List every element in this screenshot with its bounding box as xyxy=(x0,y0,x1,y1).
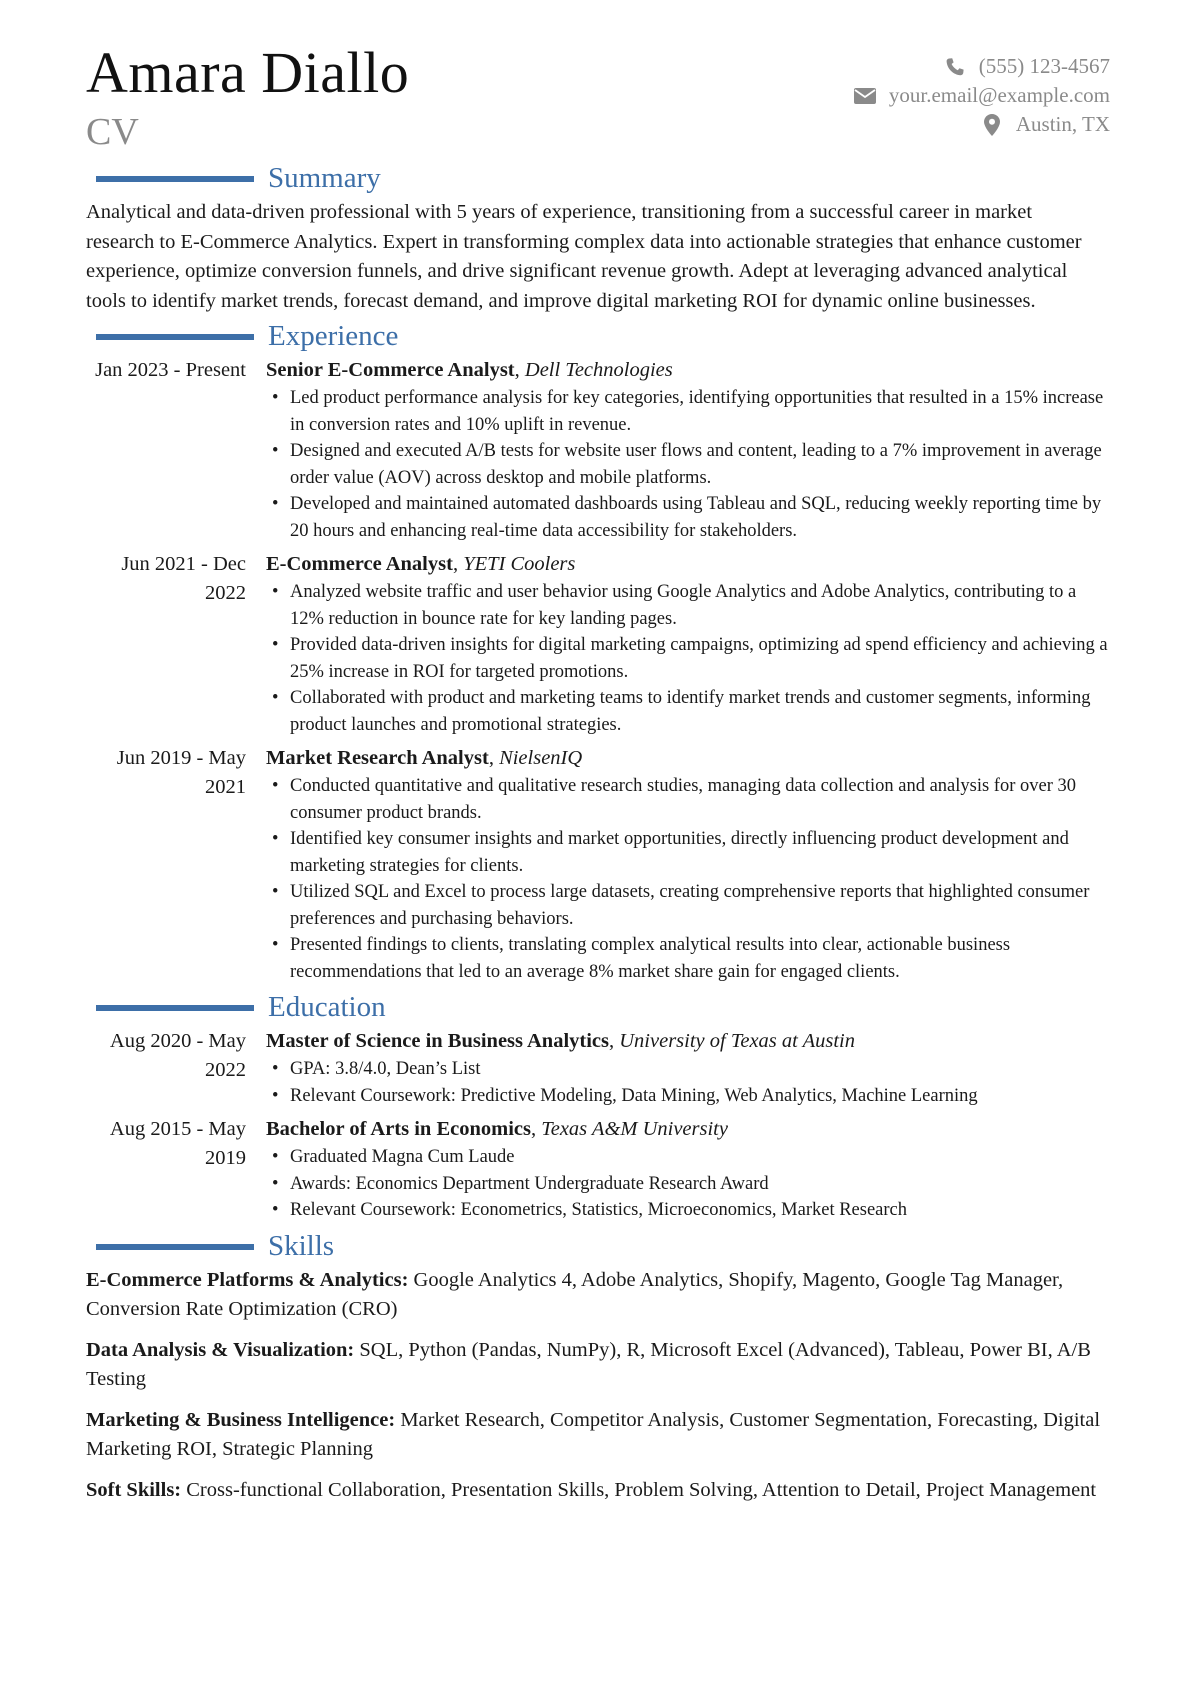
entry-organization: YETI Coolers xyxy=(463,553,576,575)
bullet-list xyxy=(266,579,1110,738)
contact-block xyxy=(853,52,1110,139)
bullet-item: • Utilized SQL and Excel to process large datasets, creating comprehensive reports that highlighted consumer preferences and purchasing behaviors. xyxy=(266,879,1110,932)
section-title: Education xyxy=(268,991,386,1023)
entry-body xyxy=(266,356,1110,544)
experience-list xyxy=(86,356,1110,985)
education-list xyxy=(86,1027,1110,1224)
experience-entry xyxy=(86,356,1110,544)
skills-group xyxy=(86,1406,1110,1465)
entry-separator: , xyxy=(488,747,500,769)
entry-heading xyxy=(266,744,1110,773)
entry-date: Aug 2020 - May 2022 xyxy=(109,1030,246,1081)
bullet-item: • Awards: Economics Department Undergraduate Research Award xyxy=(266,1171,1110,1198)
bullet-item: • Designed and executed A/B tests for website user flows and content, leading to a 7% improvement in average order value (AOV) across desktop and mobile platforms. xyxy=(266,438,1110,491)
experience-entry xyxy=(86,744,1110,985)
entry-separator: , xyxy=(530,1118,542,1140)
bullet-item: • Collaborated with product and marketing teams to identify market trends and customer segments, informing product launches and promotional strategies. xyxy=(266,685,1110,738)
bullet-list xyxy=(266,773,1110,985)
section-bar xyxy=(96,1244,254,1250)
bullet-item: • GPA: 3.8/4.0, Dean’s List xyxy=(266,1056,1110,1083)
skills-group-items: SQL, Python (Pandas, NumPy), R, Microsoft Excel (Advanced), Tableau, Power BI, A/B Testing xyxy=(86,1338,1091,1390)
bullet-item: • Presented findings to clients, translating complex analytical results into clear, actionable business recommendations that led to an average 8% market share gain for engaged clients. xyxy=(266,932,1110,985)
entry-title: Senior E-Commerce Analyst xyxy=(266,359,515,381)
skills-heading xyxy=(86,1230,1110,1266)
phone-icon xyxy=(943,56,967,78)
entry-heading xyxy=(266,1027,1110,1056)
bullet-item: • Analyzed website traffic and user behavior using Google Analytics and Adobe Analytics, contributing to a 12% reduction in bounce rate for key landing pages. xyxy=(266,579,1110,632)
envelope-icon xyxy=(853,85,877,107)
entry-heading xyxy=(266,550,1110,579)
entry-body xyxy=(266,1115,1110,1224)
entry-organization: NielsenIQ xyxy=(499,747,583,769)
bullet-item: • Provided data-driven insights for digital marketing campaigns, optimizing ad spend efficiency and achieving a 25% increase in ROI for targeted promotions. xyxy=(266,632,1110,685)
entry-separator: , xyxy=(609,1030,620,1052)
skills-group xyxy=(86,1266,1110,1325)
entry-organization: Texas A&M University xyxy=(541,1118,728,1140)
bullet-item: • Led product performance analysis for key categories, identifying opportunities that resulted in a 15% increase in conversion rates and 10% uplift in revenue. xyxy=(266,385,1110,438)
section-title: Experience xyxy=(268,320,399,352)
entry-body xyxy=(266,1027,1110,1109)
entry-title: E-Commerce Analyst xyxy=(266,553,453,575)
entry-body xyxy=(266,550,1110,738)
skills-group-label: Marketing & Business Intelligence: xyxy=(86,1408,396,1431)
person-name: Amara Diallo xyxy=(86,40,410,105)
entry-heading xyxy=(266,356,1110,385)
summary-heading xyxy=(86,162,1110,198)
entry-organization: University of Texas at Austin xyxy=(619,1030,855,1052)
contact-location xyxy=(853,110,1110,139)
education-entry xyxy=(86,1027,1110,1109)
skills-group-items: Market Research, Competitor Analysis, Customer Segmentation, Forecasting, Digital Marketing ROI, Strategic Planning xyxy=(86,1408,1101,1460)
section-bar xyxy=(96,1005,254,1011)
section-title: Summary xyxy=(268,162,381,194)
bullet-item: • Conducted quantitative and qualitative research studies, managing data collection and analysis for over 30 consumer product brands. xyxy=(266,773,1110,826)
entry-body xyxy=(266,744,1110,985)
contact-email[interactable] xyxy=(853,81,1110,110)
skills-group-label: Soft Skills: xyxy=(86,1478,182,1501)
skills-group xyxy=(86,1476,1110,1506)
entry-title: Master of Science in Business Analytics xyxy=(266,1030,609,1052)
map-pin-icon xyxy=(980,114,1004,136)
bullet-item: • Graduated Magna Cum Laude xyxy=(266,1144,1110,1171)
entry-title: Bachelor of Arts in Economics xyxy=(266,1118,531,1140)
entry-separator: , xyxy=(452,553,464,575)
contact-phone[interactable] xyxy=(853,52,1110,81)
phone-text: (555) 123-4567 xyxy=(978,54,1110,78)
bullet-list xyxy=(266,385,1110,544)
entry-title: Market Research Analyst xyxy=(266,747,489,769)
skills-group-items: Google Analytics 4, Adobe Analytics, Shopify, Magento, Google Tag Manager, Conversion Rate Optimization (CRO) xyxy=(86,1268,1064,1320)
cv-header xyxy=(86,40,1110,158)
cv-page xyxy=(86,40,1110,1516)
bullet-item: • Developed and maintained automated dashboards using Tableau and SQL, reducing weekly reporting time by 20 hours and enhancing real-time data accessibility for stakeholders. xyxy=(266,491,1110,544)
bullet-item: • Identified key consumer insights and market opportunities, directly influencing product development and marketing strategies for clients. xyxy=(266,826,1110,879)
education-entry xyxy=(86,1115,1110,1224)
document-subtitle: CV xyxy=(86,111,139,153)
skills-list xyxy=(86,1266,1110,1506)
bullet-list xyxy=(266,1144,1110,1224)
bullet-item: • Relevant Coursework: Econometrics, Statistics, Microeconomics, Market Research xyxy=(266,1197,1110,1224)
entry-date: Jun 2019 - May 2021 xyxy=(116,747,246,798)
skills-group-label: E-Commerce Platforms & Analytics: xyxy=(86,1268,409,1291)
entry-date: Aug 2015 - May 2019 xyxy=(109,1118,246,1169)
summary-text: Analytical and data-driven professional with 5 years of experience, transitioning from a successful career in market research to E-Commerce Analytics. Expert in transforming complex data into actionable strategies that enhance customer experience, optimize conversion funnels, and drive significant revenue growth. Adept at leveraging advanced analytical tools to identify market trends, forecast demand, and improve digital marketing ROI for dynamic online businesses. xyxy=(86,201,1082,312)
skills-group xyxy=(86,1336,1110,1395)
entry-organization: Dell Technologies xyxy=(524,359,673,381)
location-text: Austin, TX xyxy=(1015,112,1110,136)
bullet-list xyxy=(266,1056,1110,1109)
entry-heading xyxy=(266,1115,1110,1144)
bullet-item: • Relevant Coursework: Predictive Modeling, Data Mining, Web Analytics, Machine Learning xyxy=(266,1083,1110,1110)
section-bar xyxy=(96,176,254,182)
section-bar xyxy=(96,334,254,340)
entry-date: Jan 2023 - Present xyxy=(95,359,246,381)
education-heading xyxy=(86,991,1110,1027)
skills-group-items: Cross-functional Collaboration, Presentation Skills, Problem Solving, Attention to Detail, Project Management xyxy=(186,1478,1097,1501)
entry-separator: , xyxy=(514,359,525,381)
entry-date: Jun 2021 - Dec 2022 xyxy=(121,553,246,604)
experience-heading xyxy=(86,320,1110,356)
email-text: your.email@example.com xyxy=(888,83,1110,107)
section-title: Skills xyxy=(268,1229,335,1262)
skills-group-label: Data Analysis & Visualization: xyxy=(86,1338,355,1361)
experience-entry xyxy=(86,550,1110,738)
